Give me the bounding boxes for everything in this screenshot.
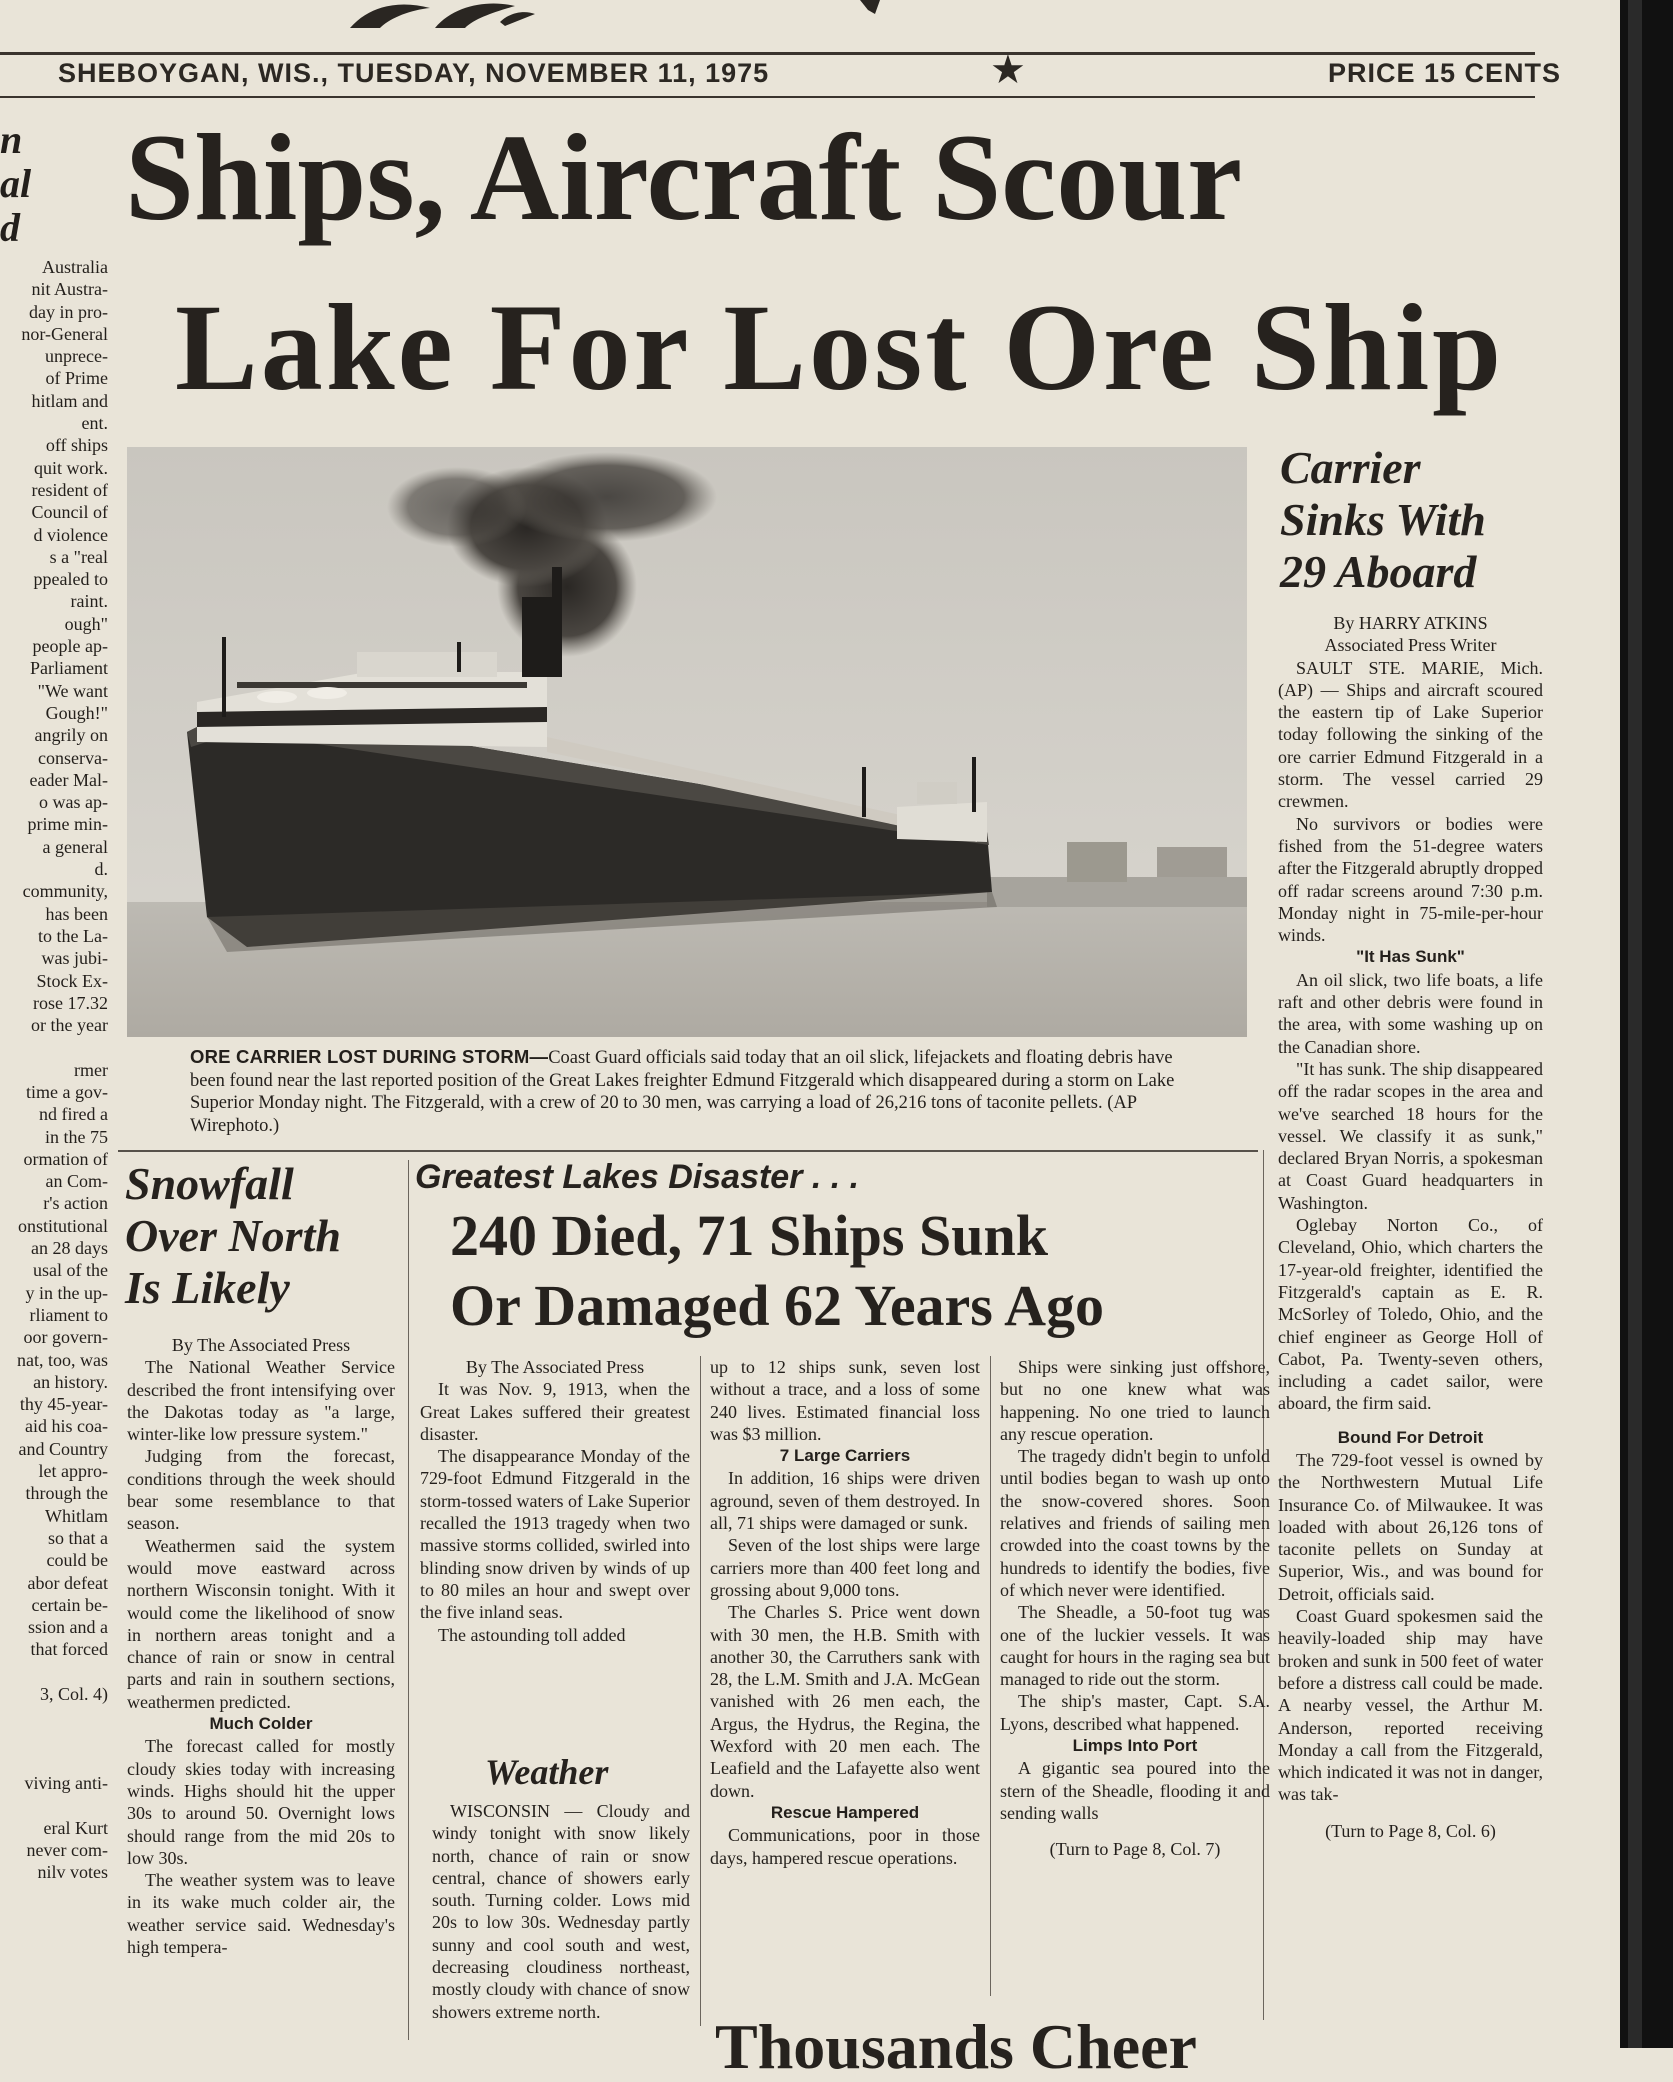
disaster-subhead-limps-into-port: Limps Into Port (1072, 1736, 1198, 1756)
caption-lead: ORE CARRIER LOST DURING STORM— (190, 1046, 549, 1067)
page-edge (1620, 0, 1673, 2048)
caption-text: Coast Guard officials said today that an oil slick, lifejackets and floating debris have been found near the last reported position of the Great Lakes freighter Edmund Fitzgerald which disappeared during a storm on Lake Superior Monday night. The Fitzgerald, with a crew of 20 to 30 men, was carrying a load of 26,216 tons of taconite pellets. (AP Wirephoto.) (190, 1048, 1175, 1136)
disaster-subhead-rescue-hampered: Rescue Hampered (770, 1802, 920, 1822)
left-fragment-line: a general (42, 836, 108, 857)
disaster-column-1 (420, 1356, 690, 1646)
left-fragment-line: viving anti- (24, 1773, 108, 1794)
left-fragment-line: nor-General (21, 323, 108, 344)
disaster-paragraph: It was Nov. 9, 1913, when the Great Lakes suffered their greatest disaster. (420, 1379, 690, 1444)
left-fragment-line: an history. (33, 1371, 108, 1392)
disaster-paragraph: The disappearance Monday of the 729-foot Edmund Fitzgerald in the storm-tossed waters of Lake Superior recalled the 1913 tragedy when two massive storms collided, swirled into blinding snow driven by winds of up to 80 miles an hour and swept over the five inland seas. (420, 1446, 690, 1623)
disaster-paragraph: The Charles S. Price went down with 30 men, the H.B. Smith with another 30, the Carruthers sank with 28, the L.M. Smith and J.A. McGean vanished with 26 men each, the Argus, the Hydrus, the Regina, the Wexford with 20 men each. The Leafield and the Lafayette also went down. (710, 1602, 980, 1801)
subhead-line-2: Sinks With (1280, 493, 1486, 545)
left-fragment-line: never com- (26, 1840, 108, 1861)
disaster-subhead-large-carriers: 7 Large Carriers (779, 1446, 911, 1466)
star-icon: ★ (990, 47, 1026, 92)
snow-paragraph: The weather system was to leave in its wake much colder air, the weather service said. Wednesday's high tempera- (127, 1870, 395, 1958)
left-fragment-line: resident of (31, 479, 108, 500)
snow-headline-line-1: Snowfall (125, 1158, 294, 1209)
left-fragment-line: an Com- (45, 1171, 108, 1192)
left-fragment-line: of Prime (45, 368, 108, 389)
left-fragment-line: could be (46, 1550, 108, 1571)
snow-subhead-much-colder: Much Colder (209, 1714, 313, 1734)
left-fragment-line: "We want (37, 680, 108, 701)
left-fragment-line: certain be- (31, 1594, 108, 1615)
main-headline-line2: Lake For Lost Ore Ship (175, 279, 1505, 416)
left-fragment-line: Parliament (30, 658, 108, 679)
main-paragraph: "It has sunk. The ship disappeared off the radar scopes in the area and we've searched 18 hours for the vessel. We classify it as sunk," declared Bryan Norris, a spokesman at Coast Guard headquarters in Washington. (1278, 1058, 1543, 1213)
left-fragment-line: Stock Ex- (36, 970, 108, 991)
left-fragment-line: to the La- (38, 925, 108, 946)
left-fragment-line: ppealed to (33, 569, 108, 590)
masthead-rule-bottom (0, 96, 1535, 98)
snow-byline: By The Associated Press (171, 1335, 351, 1355)
left-fragment-line: time a gov- (26, 1081, 108, 1102)
photo-caption (190, 1046, 1190, 1137)
left-fragment-line: that forced (30, 1639, 108, 1660)
left-fragment-line: angrily on (34, 725, 108, 746)
left-fragment-head-3: d (0, 205, 20, 250)
left-fragment-column (0, 118, 108, 1884)
main-paragraph: Oglebay Norton Co., of Cleveland, Ohio, which charters the 17-year-old freighter, identified the Fitzgerald's captain as E. R. McSorley of Toledo, Ohio, and the chief engineer as George Holl of Cabot, Pa. Twenty-seven others, including a cadet sailor, were aboard, the firm said. (1278, 1215, 1543, 1414)
left-fragment-line (0, 1728, 108, 1750)
snow-paragraph: Weathermen said the system would move eastward across northern Wisconsin tonight. With it would come the likelihood of snow in northern areas tonight and a chance of rain or snow in central parts and rain in southern sections, weathermen predicted. (127, 1535, 395, 1712)
left-fragment-line: s a "real (49, 546, 108, 567)
snow-headline-line-2: Over North (125, 1210, 341, 1261)
main-paragraph: SAULT STE. MARIE, Mich. (AP) — Ships and aircraft scoured the eastern tip of Lake Superior today following the sinking of the ore carrier Edmund Fitzgerald in a storm. The vessel carried 29 crewmen. (1278, 657, 1543, 812)
left-fragment-line: oor govern- (23, 1327, 108, 1348)
main-paragraph: Coast Guard spokesmen said the heavily-loaded ship may have broken and sunk in 500 feet of water before a distress call could be made. A nearby vessel, the Arthur M. Anderson, reported receiving Monday a call from the Fitzgerald, which indicated it was not in danger, was tak- (1278, 1606, 1543, 1805)
masthead-rule-top (0, 52, 1535, 55)
snow-story-column (127, 1334, 395, 1958)
left-fragment-line: thy 45-year- (19, 1394, 108, 1415)
column-rule (408, 1160, 409, 2040)
left-fragment-head-1: n (0, 118, 23, 162)
left-fragment-line: conserva- (38, 747, 108, 768)
left-fragment-line: ent. (81, 413, 108, 434)
section-rule (118, 1150, 1258, 1152)
weather-text: WISCONSIN — Cloudy and windy tonight with snow likely north, chance of rain or snow central, chance of showers early south. Turning colder. Lows mid 20s to low 30s. Wednesday partly sunny and cool south and west, decreasing cloudiness northeast, mostly cloudy with chance of snow showers extreme north. (432, 1801, 690, 2022)
main-story-subhead (1280, 442, 1486, 598)
main-story-column (1278, 612, 1543, 1842)
disaster-paragraph: The astounding toll added (438, 1624, 626, 1645)
subhead-line-1: Carrier (1280, 442, 1421, 493)
left-fragment-line: Whitlam (45, 1505, 108, 1526)
disaster-column-2 (710, 1356, 980, 1869)
disaster-kicker: Greatest Lakes Disaster . . . (415, 1158, 860, 1196)
left-fragment-line: rmer (74, 1059, 108, 1080)
disaster-paragraph: A gigantic sea poured into the stern of the Sheadle, flooding it and sending walls (1000, 1758, 1270, 1823)
left-fragment-line: eral Kurt (43, 1817, 108, 1838)
weather-box (432, 1800, 690, 2023)
left-fragment-line: unprece- (45, 346, 108, 367)
left-fragment-line: off ships (45, 435, 108, 456)
disaster-paragraph: In addition, 16 ships were driven aground, seven of them destroyed. In all, 71 ships were damaged or sunk. (710, 1468, 980, 1534)
main-byline-title: Associated Press Writer (1324, 635, 1497, 656)
left-fragment-line: and Country (18, 1438, 108, 1459)
left-fragment-line: raint. (70, 591, 108, 612)
subhead-line-3: 29 Aboard (1280, 545, 1477, 597)
main-subhead-it-has-sunk: "It Has Sunk" (1356, 947, 1465, 967)
snow-headline-line-3: Is Likely (125, 1262, 290, 1313)
main-subhead-bound-for-detroit: Bound For Detroit (1337, 1427, 1484, 1447)
main-paragraph: An oil slick, two life boats, a life raft and other debris were found in the area, with some washing up on the Canadian shore. (1278, 969, 1543, 1057)
disaster-paragraph: Seven of the lost ships were large carriers more than 400 feet long and grossing about 9,000 tons. (710, 1535, 980, 1600)
left-fragment-line (0, 1661, 108, 1683)
left-fragment-head-2: al (0, 161, 32, 206)
left-fragment-line (0, 1750, 108, 1772)
left-fragment-line: ough" (64, 613, 108, 634)
left-fragment-line: usal of the (33, 1260, 108, 1281)
main-paragraph: The 729-foot vessel is owned by the Northwestern Mutual Life Insurance Co. of Milwaukee. It was loaded with about 26,126 tons of taconite pellets on Sunday at Superior, Wis., and was bound for Detroit, officials said. (1278, 1449, 1543, 1604)
left-fragment-line (0, 1794, 108, 1816)
main-paragraph: No survivors or bodies were fished from the 51-degree waters after the Fitzgerald abruptly dropped off radar screens around 7:30 p.m. Monday night in 75-mile-per-hour winds. (1278, 813, 1543, 946)
left-fragment-line: community, (22, 881, 108, 902)
left-fragment-line: quit work. (34, 457, 108, 478)
disaster-byline: By The Associated Press (465, 1357, 645, 1377)
left-fragment-line: nat, too, was (17, 1349, 108, 1370)
disaster-paragraph: The Sheadle, a 50-foot tug was one of the luckier vessels. It was caught for hours in the raging sea but managed to ride out the storm. (1000, 1602, 1270, 1690)
left-fragment-line (0, 1705, 108, 1727)
left-fragment-line: eader Mal- (29, 769, 108, 790)
disaster-paragraph: up to 12 ships sunk, seven lost without a trace, and a loss of some 240 lives. Estimated financial loss was $3 million. (710, 1357, 980, 1444)
left-fragment-line: Gough!" (45, 702, 108, 723)
left-fragment-line: ssion and a (28, 1617, 108, 1638)
left-fragment-line: r's action (43, 1193, 108, 1214)
disaster-paragraph: Ships were sinking just offshore, but no one knew what was happening. No one tried to launch any rescue operation. (1000, 1357, 1270, 1444)
left-fragment-line: rliament to (29, 1304, 108, 1325)
column-rule (700, 1356, 701, 2026)
disaster-paragraph: The ship's master, Capt. S.A. Lyons, described what happened. (1000, 1691, 1270, 1734)
main-byline: By HARRY ATKINS (1333, 613, 1488, 633)
left-fragment-line: let appro- (38, 1461, 108, 1482)
disaster-headline-line2: Or Damaged 62 Years Ago (450, 1273, 1105, 1338)
left-fragment-line: was jubi- (41, 948, 108, 969)
left-fragment-line: people ap- (32, 636, 108, 657)
left-fragment-line: y in the up- (25, 1282, 108, 1303)
left-fragment-line: nilv votes (37, 1862, 108, 1883)
left-fragment-line: Australia (42, 257, 108, 277)
masthead-flag-fragment (340, 0, 940, 30)
dateline: SHEBOYGAN, WIS., TUESDAY, NOVEMBER 11, 1975 (58, 58, 770, 88)
disaster-paragraph: The tragedy didn't begin to unfold until bodies began to wash up onto the snow-covered shores. Soon relatives and friends of sailing men crowded into the coast towns by the hundreds to identify the bodies, five of which never were identified. (1000, 1446, 1270, 1600)
left-fragment-line: 3, Col. 4) (39, 1684, 108, 1704)
snow-headline (125, 1158, 341, 1314)
left-fragment-line: o was ap- (39, 792, 108, 813)
left-fragment-line: has been (45, 903, 108, 924)
disaster-paragraph: Communications, poor in those days, hampered rescue operations. (710, 1825, 980, 1868)
left-fragment-line: nd fired a (39, 1104, 108, 1125)
left-fragment-line: rose 17.32 (33, 992, 108, 1013)
bottom-fragment-headline: Thousands Cheer (715, 2011, 1197, 2082)
snow-paragraph: The National Weather Service described the front intensifying over the Dakotas today as "a large, winter-like low pressure system." (127, 1357, 395, 1445)
left-fragment-line: ormation of (23, 1148, 108, 1169)
main-jump-line: (Turn to Page 8, Col. 6) (1325, 1820, 1496, 1841)
left-fragment-line: Council of (31, 502, 108, 523)
ore-carrier-photo (127, 447, 1247, 1037)
left-fragment-line: day in pro- (29, 301, 108, 322)
left-fragment-line: aid his coa- (25, 1416, 108, 1437)
left-fragment-line: d. (94, 859, 108, 880)
left-fragment-line: d violence (33, 524, 108, 545)
left-fragment-line: or the year (31, 1015, 108, 1036)
left-fragment-line: prime min- (27, 814, 108, 835)
weather-title: Weather (485, 1752, 609, 1792)
left-fragment-line: in the 75 (45, 1126, 108, 1147)
left-fragment-line: abor defeat (27, 1572, 108, 1593)
snow-paragraph: The forecast called for mostly cloudy skies today with increasing winds. Highs should hit the upper 30s to around 50. Overnight lows should range from the mid 20s to low 30s. (127, 1736, 395, 1868)
left-fragment-line: so that a (48, 1527, 108, 1548)
snow-paragraph: Judging from the forecast, conditions through the week should bear some resemblance to that season. (127, 1446, 395, 1534)
main-headline-line1: Ships, Aircraft Scour (125, 109, 1243, 246)
column-rule (990, 1356, 991, 1996)
left-fragment-line: through the (25, 1483, 108, 1504)
price: PRICE 15 CENTS (1328, 58, 1562, 88)
left-fragment-line: onstitutional (18, 1215, 108, 1236)
disaster-jump-line: (Turn to Page 8, Col. 7) (1049, 1839, 1221, 1860)
left-fragment-line: hitlam and (31, 390, 108, 411)
disaster-headline-line1: 240 Died, 71 Ships Sunk (450, 1203, 1048, 1268)
disaster-column-3 (1000, 1356, 1270, 1861)
left-fragment-line: nit Austra- (31, 279, 108, 300)
left-fragment-line (0, 1036, 108, 1058)
left-fragment-line: an 28 days (31, 1238, 108, 1259)
